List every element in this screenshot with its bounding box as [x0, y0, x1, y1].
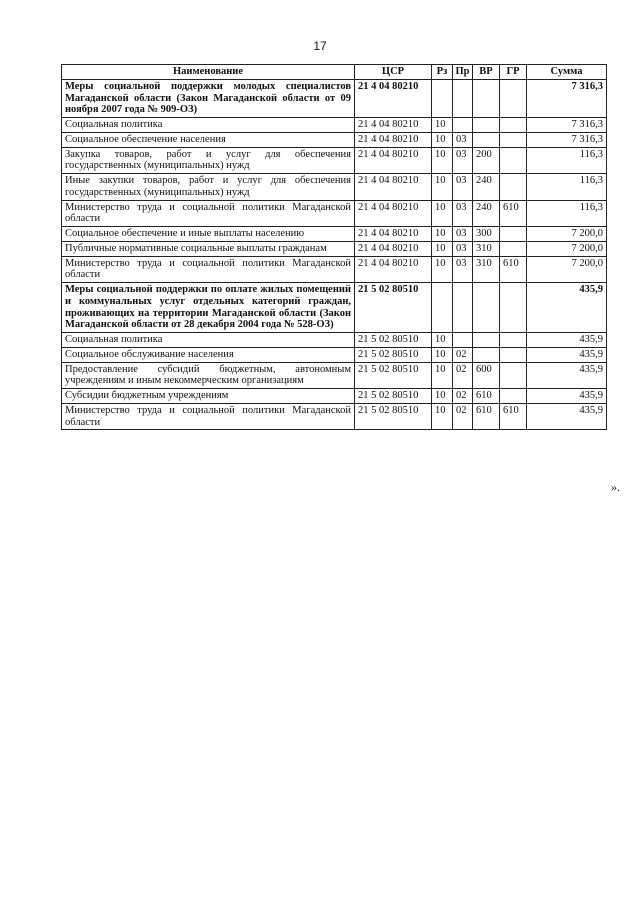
cell-rz: 10 [432, 362, 453, 389]
cell-pr: 03 [453, 174, 473, 201]
table-row [62, 283, 607, 333]
header-csr: ЦСР [355, 65, 432, 80]
cell-sum: 7 200,0 [527, 241, 607, 256]
cell-rz [432, 79, 453, 117]
table-row [62, 227, 607, 242]
cell-pr [453, 283, 473, 333]
page-number: 17 [313, 39, 327, 53]
cell-name: Иные закупки товаров, работ и услуг для обеспечения государственных (муниципальных) нужд [62, 174, 355, 201]
header-sum: Сумма [527, 65, 607, 80]
cell-rz: 10 [432, 174, 453, 201]
cell-rz: 10 [432, 347, 453, 362]
cell-sum: 116,3 [527, 174, 607, 201]
cell-name: Министерство труда и социальной политики Магаданской области [62, 256, 355, 283]
cell-sum: 435,9 [527, 347, 607, 362]
header-rz: Рз [432, 65, 453, 80]
cell-name: Министерство труда и социальной политики Магаданской области [62, 403, 355, 430]
cell-vr: 310 [473, 256, 500, 283]
cell-sum: 435,9 [527, 389, 607, 404]
table-row [62, 174, 607, 201]
cell-gr [500, 241, 527, 256]
cell-gr [500, 333, 527, 348]
cell-name: Социальная политика [62, 118, 355, 133]
table-row [62, 132, 607, 147]
cell-pr [453, 79, 473, 117]
cell-sum: 7 316,3 [527, 132, 607, 147]
cell-sum: 7 200,0 [527, 227, 607, 242]
cell-name: Социальное обеспечение и иные выплаты населению [62, 227, 355, 242]
cell-gr [500, 362, 527, 389]
cell-sum: 435,9 [527, 333, 607, 348]
cell-csr: 21 4 04 80210 [355, 174, 432, 201]
cell-vr: 240 [473, 200, 500, 227]
cell-gr: 610 [500, 200, 527, 227]
cell-sum: 116,3 [527, 147, 607, 174]
cell-name: Публичные нормативные социальные выплаты гражданам [62, 241, 355, 256]
table-row [62, 147, 607, 174]
table-row [62, 403, 607, 430]
cell-rz: 10 [432, 227, 453, 242]
cell-csr: 21 4 04 80210 [355, 147, 432, 174]
cell-rz [432, 283, 453, 333]
cell-sum: 7 316,3 [527, 118, 607, 133]
closing-quote: ». [611, 480, 620, 494]
cell-gr [500, 389, 527, 404]
table-row [62, 389, 607, 404]
cell-gr [500, 174, 527, 201]
cell-name: Субсидии бюджетным учреждениям [62, 389, 355, 404]
cell-name: Меры социальной поддержки по оплате жилых помещений и коммунальных услуг отдельных категорий граждан, проживающих на территории Магаданской области (Закон Магаданской области от 28 декабря 2004 года № 528-ОЗ) [62, 283, 355, 333]
cell-gr: 610 [500, 256, 527, 283]
cell-csr: 21 4 04 80210 [355, 241, 432, 256]
cell-csr: 21 4 04 80210 [355, 200, 432, 227]
header-gr: ГР [500, 65, 527, 80]
cell-pr [453, 118, 473, 133]
cell-name: Социальная политика [62, 333, 355, 348]
cell-vr [473, 79, 500, 117]
cell-pr: 03 [453, 227, 473, 242]
header-name: Наименование [62, 65, 355, 80]
cell-vr: 610 [473, 403, 500, 430]
cell-csr: 21 4 04 80210 [355, 118, 432, 133]
cell-name: Министерство труда и социальной политики Магаданской области [62, 200, 355, 227]
cell-vr: 600 [473, 362, 500, 389]
cell-sum: 435,9 [527, 403, 607, 430]
cell-name: Социальное обслуживание населения [62, 347, 355, 362]
cell-pr: 02 [453, 347, 473, 362]
table-row [62, 333, 607, 348]
cell-vr: 240 [473, 174, 500, 201]
cell-gr: 610 [500, 403, 527, 430]
cell-pr: 02 [453, 389, 473, 404]
cell-pr: 03 [453, 147, 473, 174]
cell-pr: 03 [453, 256, 473, 283]
cell-pr: 03 [453, 200, 473, 227]
cell-rz: 10 [432, 333, 453, 348]
cell-pr: 02 [453, 362, 473, 389]
cell-rz: 10 [432, 241, 453, 256]
cell-vr: 310 [473, 241, 500, 256]
cell-csr: 21 4 04 80210 [355, 227, 432, 242]
cell-gr [500, 79, 527, 117]
cell-pr: 03 [453, 241, 473, 256]
table-row [62, 118, 607, 133]
table-row [62, 241, 607, 256]
table-row [62, 362, 607, 389]
cell-rz: 10 [432, 147, 453, 174]
cell-name: Предоставление субсидий бюджетным, автономным учреждениям и иным некоммерческим организациям [62, 362, 355, 389]
table-row [62, 79, 607, 117]
cell-sum: 7 200,0 [527, 256, 607, 283]
cell-csr: 21 4 04 80210 [355, 256, 432, 283]
cell-vr [473, 347, 500, 362]
cell-csr: 21 5 02 80510 [355, 389, 432, 404]
cell-name: Меры социальной поддержки молодых специалистов Магаданской области (Закон Магаданской области от 09 ноября 2007 года № 909-ОЗ) [62, 79, 355, 117]
table-row [62, 347, 607, 362]
cell-vr [473, 333, 500, 348]
cell-vr [473, 283, 500, 333]
cell-vr [473, 118, 500, 133]
cell-sum: 116,3 [527, 200, 607, 227]
cell-rz: 10 [432, 132, 453, 147]
header-pr: Пр [453, 65, 473, 80]
cell-gr [500, 118, 527, 133]
cell-sum: 435,9 [527, 362, 607, 389]
table-row [62, 256, 607, 283]
cell-pr: 02 [453, 403, 473, 430]
table-body [62, 79, 607, 430]
cell-csr: 21 5 02 80510 [355, 403, 432, 430]
cell-gr [500, 283, 527, 333]
cell-rz: 10 [432, 403, 453, 430]
cell-name: Закупка товаров, работ и услуг для обеспечения государственных (муниципальных) нужд [62, 147, 355, 174]
cell-csr: 21 5 02 80510 [355, 333, 432, 348]
cell-csr: 21 5 02 80510 [355, 283, 432, 333]
cell-gr [500, 132, 527, 147]
cell-csr: 21 4 04 80210 [355, 132, 432, 147]
table-header-row [62, 65, 607, 80]
cell-rz: 10 [432, 118, 453, 133]
cell-csr: 21 5 02 80510 [355, 347, 432, 362]
cell-csr: 21 4 04 80210 [355, 79, 432, 117]
cell-gr [500, 227, 527, 242]
cell-rz: 10 [432, 256, 453, 283]
cell-csr: 21 5 02 80510 [355, 362, 432, 389]
cell-pr [453, 333, 473, 348]
cell-vr [473, 132, 500, 147]
cell-sum: 7 316,3 [527, 79, 607, 117]
cell-name: Социальное обеспечение населения [62, 132, 355, 147]
cell-rz: 10 [432, 200, 453, 227]
cell-vr: 300 [473, 227, 500, 242]
cell-sum: 435,9 [527, 283, 607, 333]
cell-vr: 610 [473, 389, 500, 404]
cell-gr [500, 347, 527, 362]
table-row [62, 200, 607, 227]
budget-table [61, 64, 607, 430]
header-vr: ВР [473, 65, 500, 80]
cell-rz: 10 [432, 389, 453, 404]
cell-gr [500, 147, 527, 174]
cell-pr: 03 [453, 132, 473, 147]
cell-vr: 200 [473, 147, 500, 174]
